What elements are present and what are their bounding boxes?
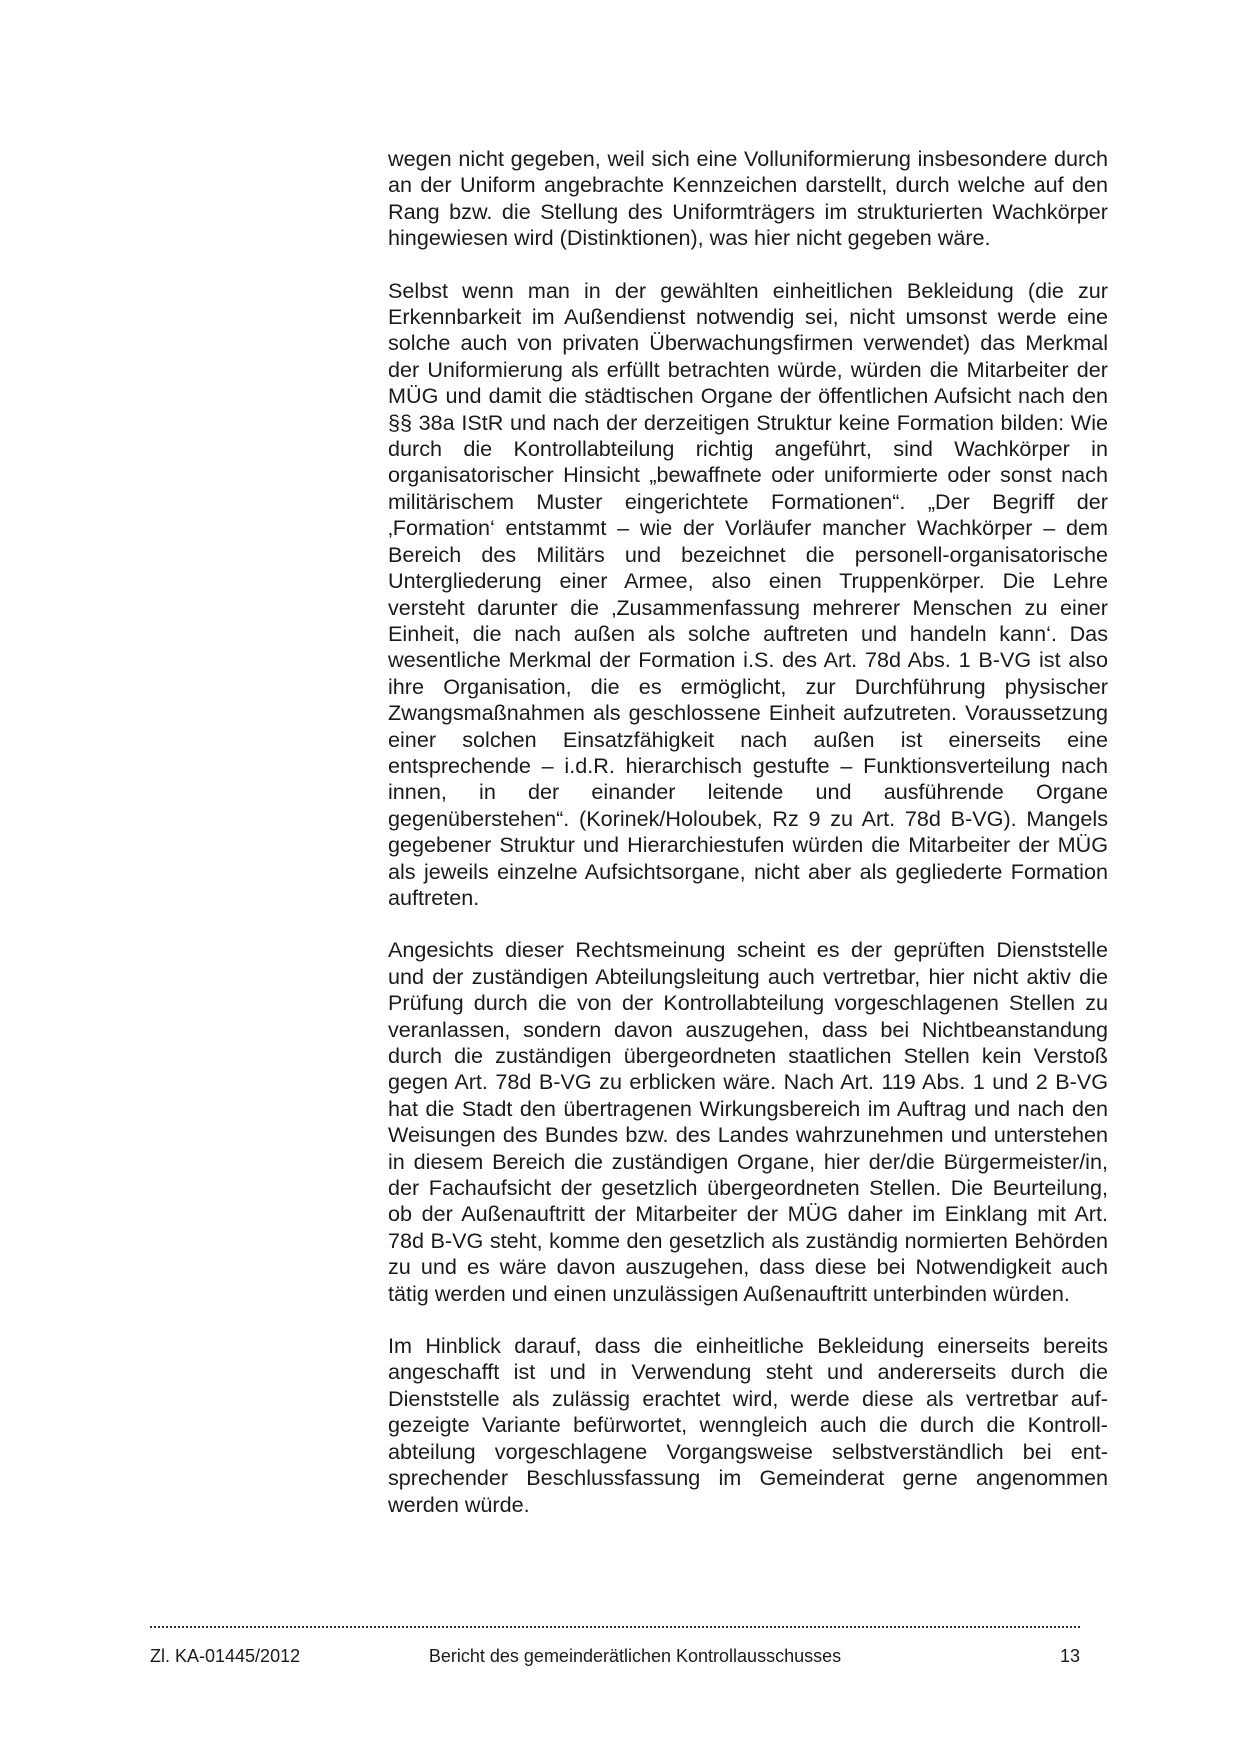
footer-title: Bericht des gemeinderätlichen Kontrollausschusses xyxy=(428,1646,842,1666)
paragraph-4: Im Hinblick darauf, dass die einheitliche Bekleidung einerseits bereits angeschafft ist und in Verwendung steht und andererseits durch die Dienststelle als zulässig erachtet wird, werde diese als vertretbar aufgezeigte Variante befürwortet, wenngleich auch die durch die Kontrollabteilung vorgeschlagene Vorgangsweise selbstverständlich bei entsprechender Beschlussfassung im Gemeinderat gerne angenommen werden würde. xyxy=(388,1333,1108,1517)
footer-divider xyxy=(150,1626,1080,1628)
paragraph-3: Angesichts dieser Rechtsmeinung scheint es der geprüften Dienststelle und der zuständigen Abteilungsleitung auch vertretbar, hier nicht aktiv die Prüfung durch die von der Kontrollabteilung vorgeschlagenen Stellen zu veranlassen, sondern davon auszugehen, dass bei Nichtbeanstandung durch die zuständigen übergeordneten staatlichen Stellen kein Verstoß gegen Art. 78d B-VG zu erblicken wäre. Nach Art. 119 Abs. 1 und 2 B-VG hat die Stadt den übertragenen Wirkungsbereich im Auftrag und nach den Weisungen des Bundes bzw. des Landes wahrzunehmen und unterstehen in diesem Bereich die zuständigen Organe, hier der/die Bürgermeister/in, der Fachaufsicht der gesetzlich übergeordneten Stellen. Die Beurteilung, ob der Außenauftritt der Mitarbeiter der MÜG daher im Einklang mit Art. 78d B-VG steht, komme den gesetzlich als zuständig normierten Behörden zu und es wäre davon auszugehen, dass diese bei Notwendigkeit auch tätig werden und einen unzulässigen Außenauftritt unterbinden würden. xyxy=(388,937,1108,1306)
paragraph-2: Selbst wenn man in der gewählten einheitlichen Bekleidung (die zur Erkennbarkeit im Außendienst notwendig sei, nicht umsonst werde eine solche auch von privaten Überwachungsfirmen verwendet) das Merkmal der Uniformierung als erfüllt betrachten würde, würden die Mitarbeiter der MÜG und damit die städtischen Organe der öffentlichen Aufsicht nach den §§ 38a IStR und nach der derzeitigen Struktur keine Formation bilden: Wie durch die Kontrollabteilung richtig angeführt, sind Wachkörper in organisatorischer Hinsicht „bewaffnete oder uniformierte oder sonst nach militärischem Muster eingerichtete Formationen“. „Der Begriff der ‚Formation‘ entstammt – wie der Vorläufer mancher Wachkörper – dem Bereich des Militärs und bezeichnet die personell-organisatorische Untergliederung einer Armee, also einen Truppenkörper. Die Lehre versteht darunter die ‚Zusammenfassung mehrerer Menschen zu einer Einheit, die nach außen als solche auftreten und handeln kann‘. Das wesentliche Merkmal der Formation i.S. des Art. 78d Abs. 1 B-VG ist also ihre Organisation, die es ermöglicht, zur Durchführung physischer Zwangsmaßnahmen als geschlossene Einheit aufzutreten. Voraussetzung einer solchen Einsatzfähigkeit nach außen ist einerseits eine entsprechende – i.d.R. hierarchisch gestufte – Funktionsverteilung nach innen, in der einander leitende und ausführende Organe gegenüberstehen“. (Korinek/Holoubek, Rz 9 zu Art. 78d B-VG). Mangels gegebener Struktur und Hierarchiestufen würden die Mitarbeiter der MÜG als jeweils einzelne Aufsichtsorgane, nicht aber als gegliederte Formation auftreten. xyxy=(388,277,1108,910)
page-footer xyxy=(150,1643,1080,1669)
document-body xyxy=(388,146,1108,1544)
paragraph-1: wegen nicht gegeben, weil sich eine Volluniformierung insbesondere durch an der Uniform angebrachte Kennzeichen darstellt, durch welche auf den Rang bzw. die Stellung des Uniformträgers im strukturierten Wachkörper hingewiesen wird (Distinktionen), was hier nicht gegeben wäre. xyxy=(388,146,1108,251)
page-number: 13 xyxy=(1059,1646,1080,1666)
footer-reference: Zl. KA-01445/2012 xyxy=(150,1646,301,1666)
